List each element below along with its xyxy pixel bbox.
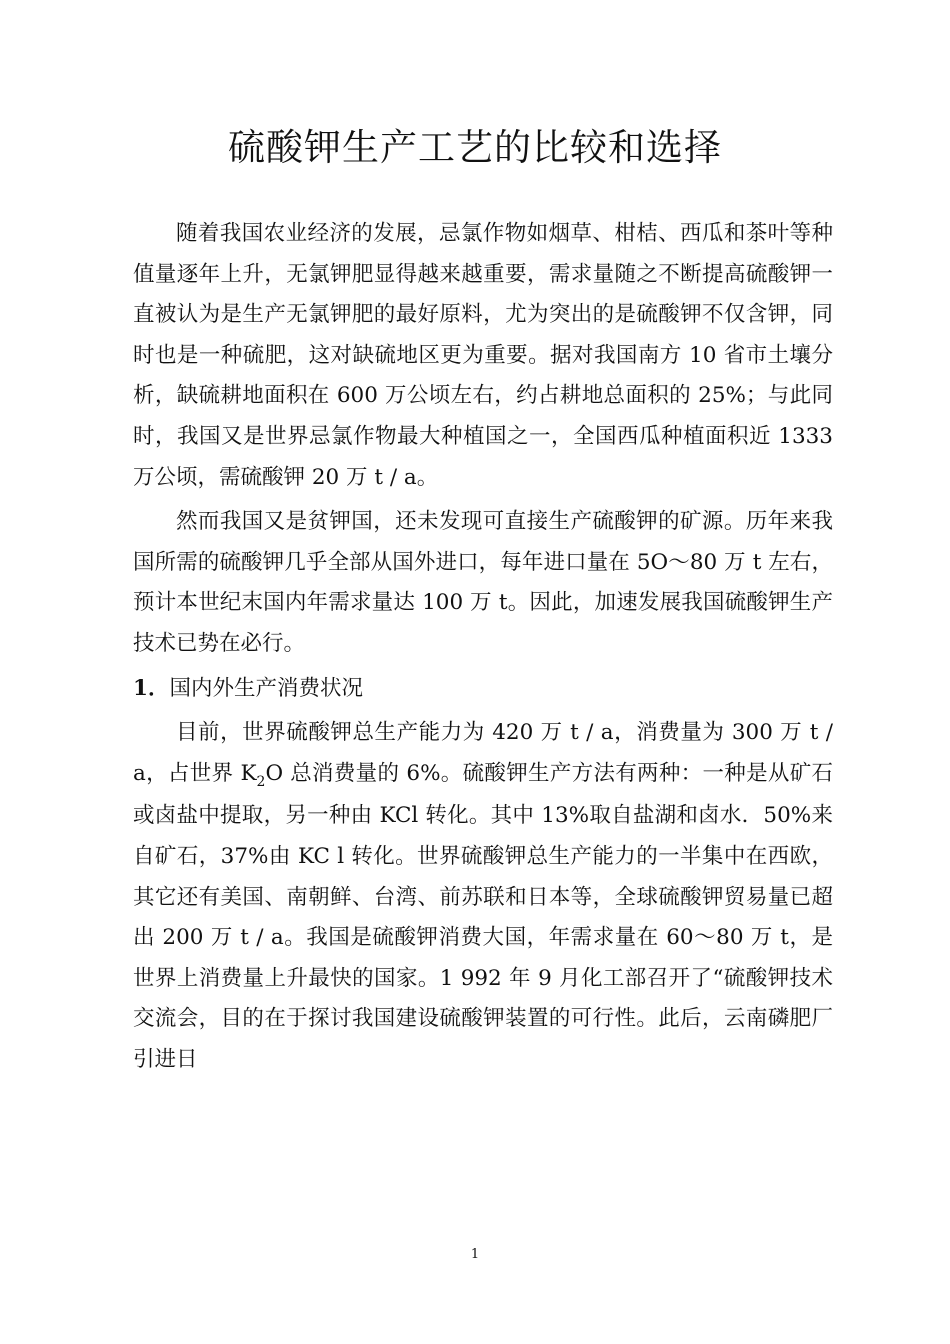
document-title: 硫酸钾生产工艺的比较和选择 [228, 126, 722, 169]
paragraph-intro: 随着我国农业经济的发展，忌氯作物如烟草、柑桔、西瓜和茶叶等种值量逐年上升，无氯钾肥显得越来越重要，需求量随之不断提高硫酸钾一直被认为是生产无氯钾肥的最好原料，尤为突出的是硫酸钾不仅含钾，同时也是一种硫肥，这对缺硫地区更为重要。据对我国南方 10 省市土壤分析，缺硫耕地面积在 600 万公顷左右，约占耕地总面积的 25%；与此同时，我国又是世界忌氯作物最大种植国之一，全国西瓜种植面积近 1333 万公顷，需硫酸钾 20 万 t / a。 [133, 221, 833, 490]
paragraph-potash-shortage: 然而我国又是贫钾国，还未发现可直接生产硫酸钾的矿源。历年来我国所需的硫酸钾几乎全部从国外进口，每年进口量在 5O～80 万 t 左右，预计本世纪末国内年需求量达 100 万 t。因此，加速发展我国硫酸钾生产技术已势在必行。 [133, 509, 833, 656]
paragraph-text-part-1: 目前，世界硫酸钾总生产能力为 420 万 t / a，消费量为 300 万 t / a，占世界 K [133, 720, 833, 786]
page-number: 1 [470, 1247, 480, 1262]
section-number: 1． [133, 675, 170, 701]
document-body [133, 214, 833, 1084]
paragraph-text-part-2: O 总消费量的 6%。硫酸钾生产方法有两种：一种是从矿石或卤盐中提取，另一种由 KCl 转化。其中 13%取自盐湖和卤水．50%来自矿石，37%由 KC l 转化。世界硫酸钾总生产能力的一半集中在西欧，其它还有美国、南朝鲜、台湾、前苏联和日本等，全球硫酸钾贸易量已超出 200 万 t / a。我国是硫酸钾消费大国，年需求量在 60～80 万 t，是世界上消费量上升最快的国家。1 992 年 9 月化工部召开了“硫酸钾技术交流会，目的在于探讨我国建设硫酸钾装置的可行性。此后，云南磷肥厂引进日 [133, 760, 833, 1072]
paragraph-production-status [133, 713, 833, 1080]
subscript-2: 2 [256, 773, 266, 790]
section-heading [133, 669, 833, 710]
section-title: 国内外生产消费状况 [169, 675, 363, 701]
